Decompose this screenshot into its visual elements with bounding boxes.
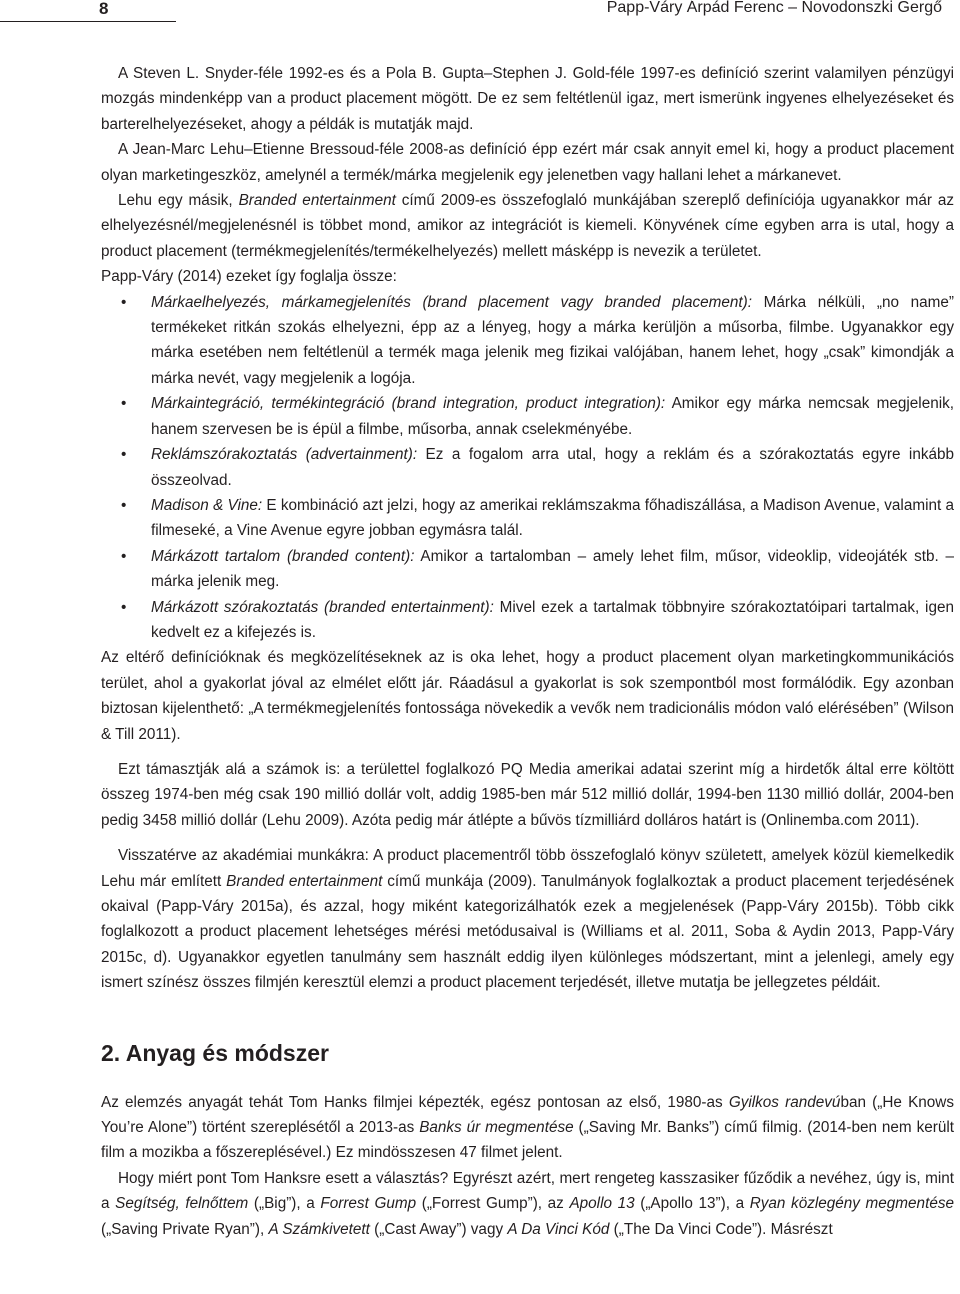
term: Márkázott szórakoztatás (branded entertainment): xyxy=(151,598,494,616)
film-title: Banks úr megmentése xyxy=(419,1119,574,1137)
list-item: • Márkaelhelyezés, márkamegjelenítés (brand placement vagy branded placement): Márka nélküli, „no name” termékeket ritkán szokás elhelyezni, épp az a lényeg, hogy a márka kerüljön a műsorba, filmbe. Ugyanakkor egy márka esetében nem feltétlenül a termék maga jelenik meg fizikai valójában, hanem lehet, hogy „csak” kimondják a márka nevét, vagy megjelenik a logója. xyxy=(151,290,954,392)
body-content xyxy=(101,61,954,1242)
paragraph: A Steven L. Snyder-féle 1992-es és a Pola B. Gupta–Stephen J. Gold-féle 1997-es definíció szerint valamilyen pénzügyi mozgás mindenképp van a product placement mögött. De ez sem feltétlenül igaz, mert ismerünk ingyenes elhelyezéseket és barterelhelyezéseket, ahogy a példák is mutatják majd. xyxy=(101,65,954,133)
paragraph: Visszatérve az akadémiai munkákra: A product placementről több összefoglaló könyv született, amelyek közül kiemelkedik Lehu már említett Branded entertainment című munkája (2009). Tanulmányok foglalkoztak a product placement terjedésének okaival (Papp-Váry 2015a), és azzal, hogy miként kategorizálhatók ezek a megjelenések (Papp-Váry 2015b). Több cikk foglalkozott a product placement lehetséges mérési metódusaival is (Williams et al. 2011, Soba & Aydin 2013, Papp-Váry 2015c, d). Ugyanakkor egyetlen tanulmány sem használt eddig ilyen különleges módszertant, mint a jelenlegi, amely egy ismert színész összes filmjén keresztül elemzi a product placement terjedését, illetve mutatja be jellegzetes példáit. xyxy=(101,847,955,992)
film-title: A Számkivetett xyxy=(268,1220,370,1238)
paragraph: Lehu egy másik, Branded entertainment című 2009-es összefoglaló munkájában szereplő definíciója ugyanakkor már az elhelyezésnél/megjelenésnél is többet mond, amikor az integrációt is kiemeli. Könyvének címe egyben arra is utal, hogy a product placement (termékmegjelenítés/termékelhelyezés) mellett másképp is nevezik a területet. xyxy=(101,192,955,260)
film-title: Gyilkos randevú xyxy=(728,1093,841,1111)
running-title: Papp-Váry Árpád Ferenc – Novodonszki Gergő xyxy=(606,0,942,16)
list-item: • Márkaintegráció, termékintegráció (brand integration, product integration): Amikor egy márka nemcsak megjelenik, hanem szervesen be is épül a filmbe, műsorba, annak cselekményébe. xyxy=(151,391,954,442)
header-rule xyxy=(0,21,176,22)
term: Reklámszórakoztatás (advertainment): xyxy=(151,446,418,464)
page-number: 8 xyxy=(99,0,109,18)
term: Madison & Vine: xyxy=(151,496,263,514)
term: Márkaintegráció, termékintegráció (brand integration, product integration): xyxy=(151,395,666,413)
paragraph: A Jean-Marc Lehu–Etienne Bressoud-féle 2008-as definíció épp ezért már csak annyit emel ki, hogy a product placement olyan marketingeszköz, amelynél a termék/márka megjelenik egy jelenetben vagy hallani lehet a márkanevet. xyxy=(101,141,954,184)
paragraph: Ezt támasztják alá a számok is: a területtel foglalkozó PQ Media amerikai adatai szerint míg a hirdetők által erre költött összeg 1974-ben még csak 190 millió dollár volt, addig 1985-ben már 512 millió dollár, 1994-ben 1130 millió dollár, 2004-ben pedig 3458 millió dollár (Lehu 2009). Azóta pedig már átlépte a bűvös tízmilliárd dolláros határt is (Onlinemba.com 2011). xyxy=(101,760,954,829)
film-title: Ryan közlegény megmentése xyxy=(749,1195,954,1213)
film-title: A Da Vinci Kód xyxy=(507,1220,610,1238)
section-heading: 2. Anyag és módszer xyxy=(101,1039,329,1066)
paragraph: Hogy miért pont Tom Hanksre esett a választás? Egyrészt azért, mert rengeteg kasszasiker fűződik a nevéhez, úgy is, mint a Segítség, felnőttem („Big”), a Forrest Gump („Forrest Gump”), az Apollo 13 („Apollo 13”), a Ryan közlegény megmentése („Saving Private Ryan”), A Számkivetett („Cast Away”) vagy A Da Vinci Kód („The Da Vinci Code”). Másrészt xyxy=(101,1169,954,1238)
term: Márkaelhelyezés, márkamegjelenítés (brand placement vagy branded placement): xyxy=(151,293,753,311)
definition-list xyxy=(101,290,954,646)
film-title: Apollo 13 xyxy=(569,1195,635,1213)
book-title: Branded entertainment xyxy=(226,872,383,890)
list-item: • Madison & Vine: E kombináció azt jelzi, hogy az amerikai reklámszakma főhadiszállása, a Madison Avenue, valamint a filmeseké, a Vine Avenue egyre jobban egymásra talál. xyxy=(151,493,954,544)
film-title: Segítség, felnőttem xyxy=(115,1195,249,1213)
paragraph: Az eltérő definícióknak és megközelítéseknek az is oka lehet, hogy a product placement olyan marketingkommunikációs terület, ahol a gyakorlat jóval az elmélet előtt jár. Ráadásul a gyakorlat is sok szempontból most formálódik. Egy azonban biztosan kijelenthető: „A termékmegjelenítés fontossága növekedik a vevők nem tradicionális módon való elérésében” (Wilson & Till 2011). xyxy=(101,649,954,743)
paragraph: Az elemzés anyagát tehát Tom Hanks filmjei képezték, egész pontosan az első, 1980-as Gyilkos randevúban („He Knows You’re Alone”) történt szereplésétől a 2013-as Banks úr megmentése („Saving Mr. Banks”) című filmig. (2014-ben nem került film a mozikba a főszereplésével.) Ez mindösszesen 47 filmet jelent. xyxy=(101,1093,954,1162)
film-title: Forrest Gump xyxy=(320,1195,417,1213)
list-item: • Márkázott tartalom (branded content): Amikor a tartalomban – amely lehet film, műsor, videoklip, videojáték stb. – márka jelenik meg. xyxy=(151,544,954,595)
page-header xyxy=(0,0,960,24)
term: Márkázott tartalom (branded content): xyxy=(151,547,415,565)
list-item: • Márkázott szórakoztatás (branded entertainment): Mivel ezek a tartalmak többnyire szórakoztatóipari tartalmak, igen kedvelt ez a kifejezés is. xyxy=(151,595,954,646)
list-item: • Reklámszórakoztatás (advertainment): Ez a fogalom arra utal, hogy a reklám és a szórakoztatás egyre inkább összeolvad. xyxy=(151,442,954,493)
paragraph: Papp-Váry (2014) ezeket így foglalja össze: xyxy=(101,268,397,286)
book-title: Branded entertainment xyxy=(238,192,396,210)
